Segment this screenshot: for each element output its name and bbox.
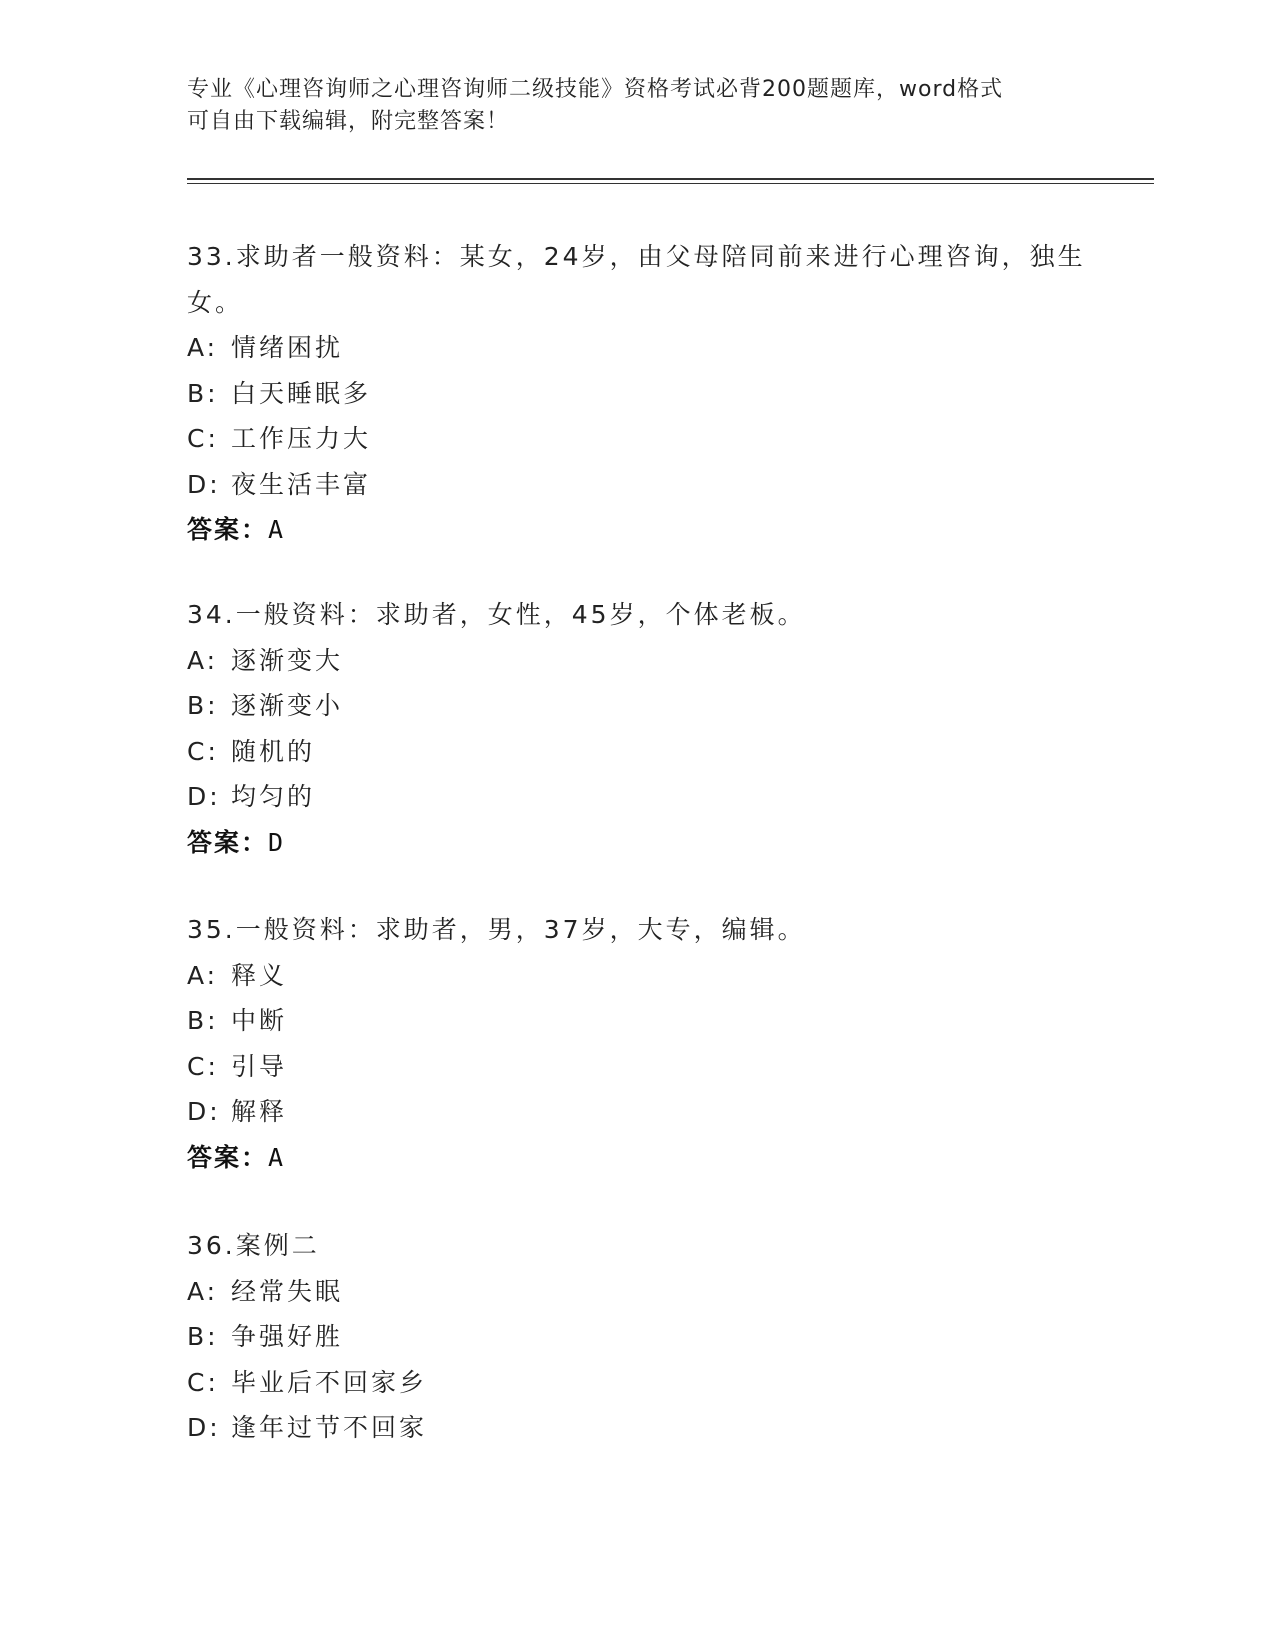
question-35 — [187, 907, 1087, 1180]
option-key: D: — [187, 469, 221, 499]
question-34 — [187, 592, 1087, 865]
header-line-1: 专业《心理咨询师之心理咨询师二级技能》资格考试必背200题题库，word格式 — [187, 77, 1004, 102]
option-d — [187, 462, 1087, 508]
option-b — [187, 998, 1087, 1044]
option-d — [187, 774, 1087, 820]
option-text: 逢年过节不回家 — [231, 1413, 428, 1442]
option-b — [187, 371, 1087, 417]
option-c — [187, 1360, 1087, 1406]
option-text: 随机的 — [231, 736, 316, 766]
header-line-2: 可自由下载编辑，附完整答案！ — [187, 109, 510, 134]
answer-value: A — [268, 515, 286, 544]
option-text: 工作压力大 — [231, 424, 372, 453]
option-key: C: — [187, 1367, 219, 1397]
option-c — [187, 729, 1087, 775]
option-b — [187, 683, 1087, 729]
option-text: 中断 — [231, 1006, 288, 1035]
answer-label: 答案： — [187, 827, 269, 857]
question-stem: 33.求助者一般资料：某女，24岁，由父母陪同前来进行心理咨询，独生女。 — [187, 242, 1086, 317]
option-key: D: — [187, 782, 221, 811]
question-36 — [187, 1223, 1087, 1451]
option-key: B: — [187, 691, 219, 720]
option-a — [187, 638, 1087, 684]
option-d — [187, 1405, 1087, 1451]
option-text: 逐渐变小 — [231, 691, 344, 720]
question-stem: 34.一般资料：求助者，女性，45岁，个体老板。 — [187, 600, 806, 629]
option-d — [187, 1089, 1087, 1135]
option-c — [187, 416, 1087, 462]
option-b — [187, 1314, 1087, 1360]
option-text: 情绪困扰 — [231, 333, 344, 362]
option-key: B: — [187, 1322, 219, 1351]
option-text: 逐渐变大 — [231, 645, 344, 675]
option-key: C: — [187, 1051, 219, 1081]
answer-label: 答案： — [187, 515, 269, 544]
option-key: A: — [187, 1276, 219, 1306]
option-text: 均匀的 — [231, 782, 316, 811]
answer-line — [187, 820, 1087, 866]
option-key: A: — [187, 960, 219, 990]
option-key: C: — [187, 736, 219, 766]
option-text: 引导 — [231, 1051, 288, 1081]
option-text: 夜生活丰富 — [231, 469, 372, 499]
answer-value: A — [268, 1142, 286, 1172]
answer-label: 答案： — [187, 1142, 269, 1172]
page-header — [187, 74, 1067, 138]
option-key: A: — [187, 645, 219, 675]
answer-value: D — [268, 827, 286, 857]
option-key: A: — [187, 333, 219, 362]
header-divider — [187, 178, 1154, 184]
option-text: 白天睡眠多 — [231, 378, 372, 408]
answer-line — [187, 507, 1087, 553]
question-33 — [187, 234, 1087, 553]
question-stem: 35.一般资料：求助者，男，37岁，大专，编辑。 — [187, 915, 806, 944]
question-stem: 36.案例二 — [187, 1231, 320, 1260]
option-a — [187, 953, 1087, 999]
option-key: C: — [187, 424, 219, 453]
option-key: B: — [187, 378, 219, 408]
option-text: 释义 — [231, 960, 288, 990]
option-key: B: — [187, 1006, 219, 1035]
option-a — [187, 1269, 1087, 1315]
option-text: 毕业后不回家乡 — [231, 1367, 428, 1397]
option-c — [187, 1044, 1087, 1090]
option-a — [187, 325, 1087, 371]
option-key: D: — [187, 1413, 221, 1442]
option-key: D: — [187, 1097, 221, 1126]
answer-line — [187, 1135, 1087, 1181]
option-text: 解释 — [231, 1097, 288, 1126]
option-text: 争强好胜 — [231, 1322, 344, 1351]
option-text: 经常失眠 — [231, 1276, 344, 1306]
